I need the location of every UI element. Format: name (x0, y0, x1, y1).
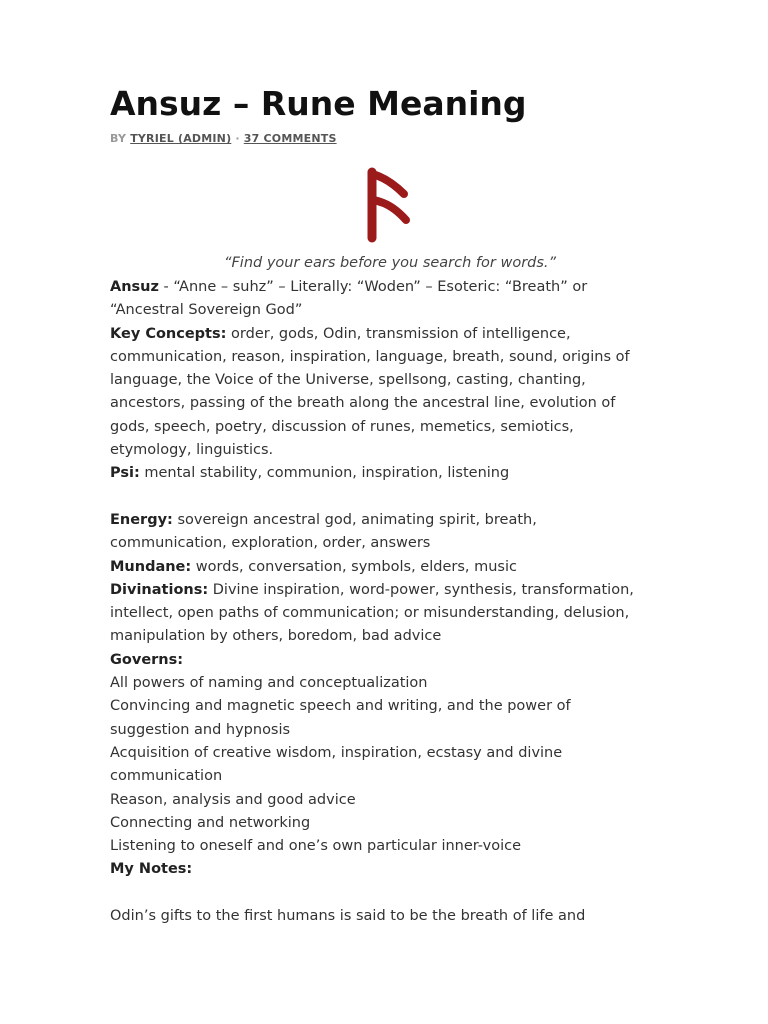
key-concepts-text: order, gods, Odin, transmission of intelligence, (226, 325, 571, 342)
comments-link[interactable]: 37 COMMENTS (243, 132, 337, 145)
governs-item: Connecting and networking (110, 814, 311, 831)
mundane-label: Mundane: (110, 558, 192, 575)
energy-line (110, 509, 670, 532)
psi-text: mental stability, communion, inspiration, listening (139, 465, 510, 482)
key-concepts-label: Key Concepts: (110, 325, 227, 342)
governs-item: suggestion and hypnosis (110, 721, 291, 738)
governs-label: Governs: (110, 651, 184, 668)
ansuz-text: - “Anne – suhz” – Literally: “Woden” – Esoteric: “Breath” or (158, 279, 588, 295)
governs-item: All powers of naming and conceptualization (110, 675, 428, 692)
psi-line (110, 462, 670, 485)
ansuz-rune-icon (360, 164, 416, 244)
divinations-line-3: manipulation by others, boredom, bad advice (110, 628, 442, 645)
notes-paragraph: Odin’s gifts to the first humans is said to be the breath of life and (110, 908, 586, 925)
ansuz-line-2: “Ancestral Sovereign God” (110, 302, 303, 319)
governs-item: communication (110, 768, 223, 785)
psi-label: Psi: (110, 465, 140, 482)
key-concepts-line-4: ancestors, passing of the breath along the ancestral line, evolution of (110, 395, 616, 412)
key-concepts-line-6: etymology, linguistics. (110, 442, 274, 459)
spacer (110, 882, 670, 905)
governs-item: Reason, analysis and good advice (110, 791, 356, 808)
governs-item: Convincing and magnetic speech and writing, and the power of (110, 698, 571, 715)
divinations-line-2: intellect, open paths of communication; or misunderstanding, delusion, (110, 605, 630, 622)
divinations-line (110, 579, 670, 602)
byline-prefix: BY (110, 132, 127, 145)
mundane-line (110, 556, 670, 579)
energy-line-2: communication, exploration, order, answers (110, 535, 431, 552)
byline (110, 132, 337, 146)
mundane-text: words, conversation, symbols, elders, music (191, 558, 517, 575)
key-concepts-line-3: language, the Voice of the Universe, spellsong, casting, chanting, (110, 372, 586, 389)
author-link[interactable]: TYRIEL (ADMIN) (130, 132, 232, 145)
spacer (110, 486, 670, 509)
byline-separator: · (235, 132, 240, 145)
divinations-text: Divine inspiration, word-power, synthesis, transformation, (208, 581, 634, 598)
key-concepts-line-5: gods, speech, poetry, discussion of runes, memetics, semiotics, (110, 418, 574, 435)
ansuz-label: Ansuz (110, 279, 159, 295)
my-notes-label: My Notes: (110, 861, 193, 878)
governs-item: Listening to oneself and one’s own particular inner-voice (110, 838, 522, 855)
rune-quote: “Find your ears before you search for words.” (223, 255, 557, 271)
governs-item: Acquisition of creative wisdom, inspiration, ecstasy and divine (110, 744, 563, 761)
divinations-label: Divinations: (110, 581, 209, 598)
article-body (110, 276, 670, 928)
ansuz-line (110, 276, 670, 299)
energy-text: sovereign ancestral god, animating spirit, breath, (172, 511, 537, 528)
key-concepts-line-2: communication, reason, inspiration, language, breath, sound, origins of (110, 348, 630, 365)
key-concepts-line (110, 323, 670, 346)
energy-label: Energy: (110, 511, 173, 528)
page-title: Ansuz – Rune Meaning (110, 84, 527, 123)
